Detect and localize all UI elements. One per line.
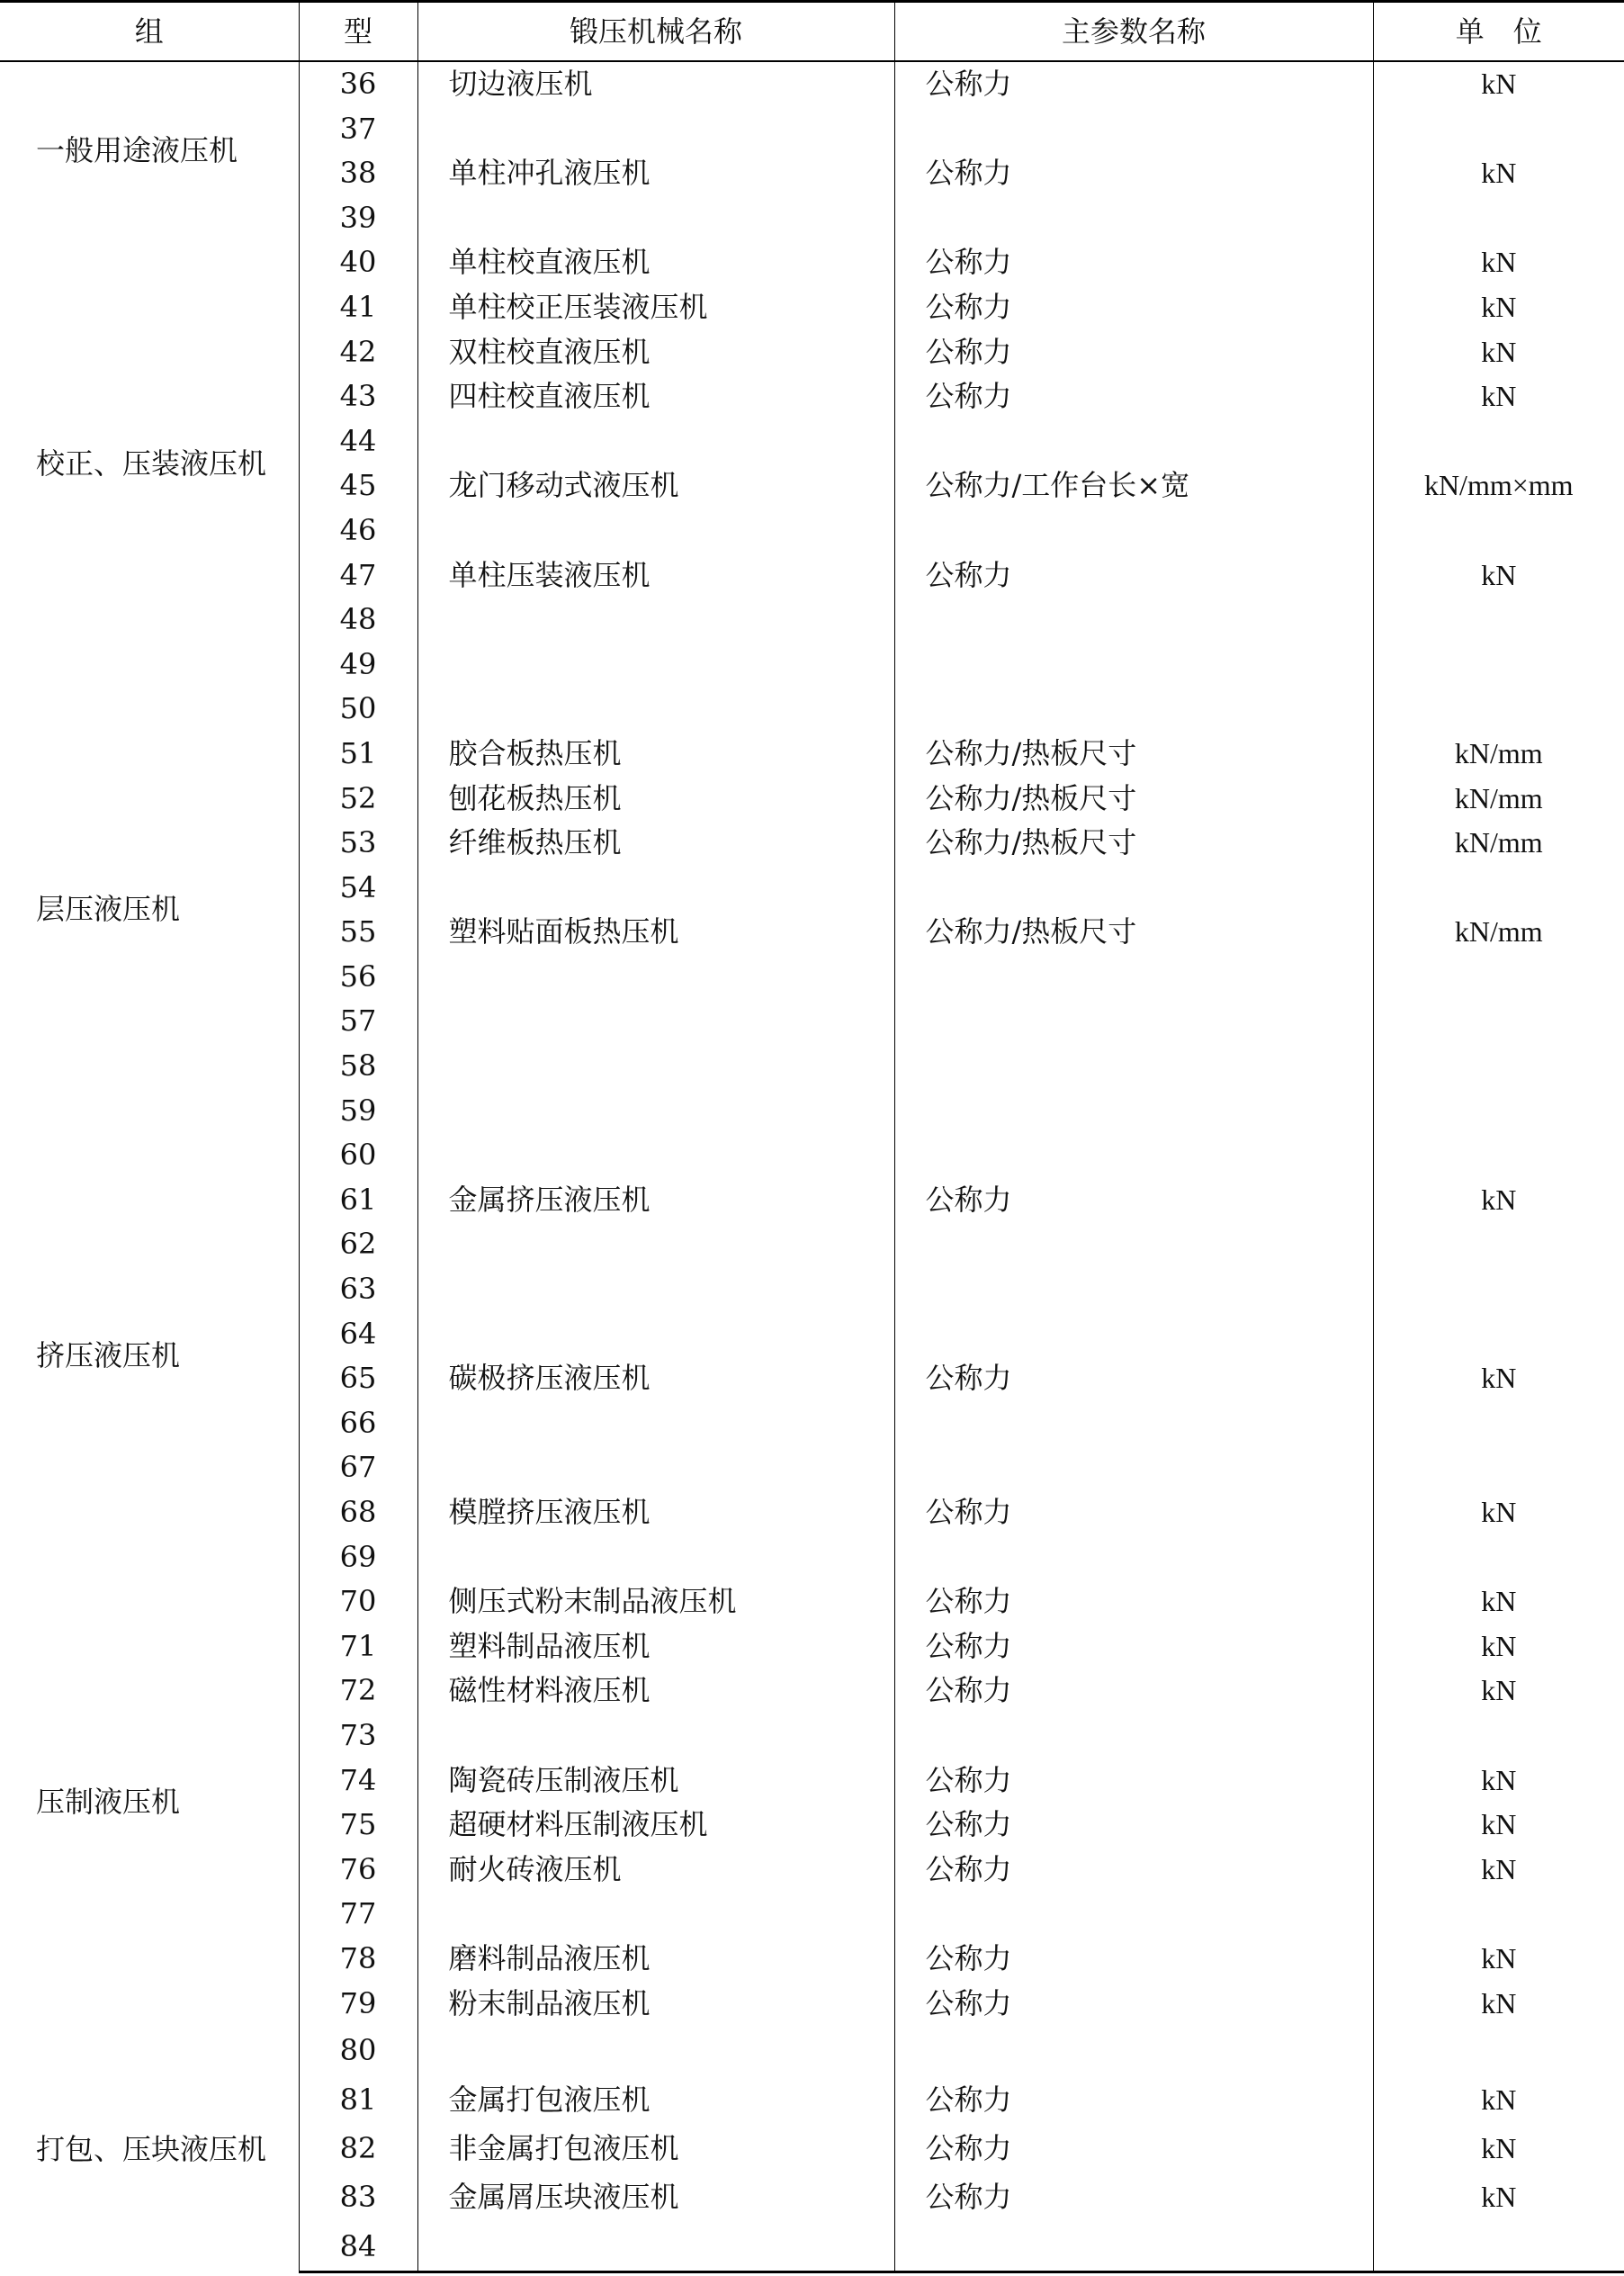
type-code-cell: 77: [299, 1892, 417, 1937]
main-parameter-cell: [894, 1267, 1373, 1312]
machine-name-cell: [417, 2222, 894, 2272]
type-code-cell: 82: [299, 2124, 417, 2173]
machine-name-cell: 金属挤压液压机: [417, 1178, 894, 1223]
machine-name-cell: [417, 1892, 894, 1937]
main-parameter-cell: [894, 1312, 1373, 1357]
unit-cell: kN: [1373, 2075, 1624, 2124]
type-code-cell: 71: [299, 1624, 417, 1669]
main-parameter-cell: 公称力: [894, 374, 1373, 419]
main-parameter-cell: 公称力: [894, 1982, 1373, 2027]
main-parameter-cell: 公称力: [894, 1803, 1373, 1848]
machine-name-cell: 单柱冲孔液压机: [417, 151, 894, 196]
machine-name-cell: 非金属打包液压机: [417, 2124, 894, 2173]
unit-cell: [1373, 1312, 1624, 1357]
main-parameter-cell: [894, 1089, 1373, 1134]
type-code-cell: 48: [299, 598, 417, 643]
type-code-cell: 60: [299, 1133, 417, 1178]
type-code-cell: 49: [299, 643, 417, 688]
unit-cell: kN/mm: [1373, 821, 1624, 866]
unit-cell: [1373, 196, 1624, 241]
machine-name-cell: [417, 1089, 894, 1134]
type-code-cell: 41: [299, 285, 417, 330]
type-code-cell: 67: [299, 1445, 417, 1490]
machine-name-cell: 塑料制品液压机: [417, 1624, 894, 1669]
table-header: [0, 2, 1624, 62]
machine-name-cell: [417, 999, 894, 1044]
machine-name-cell: 刨花板热压机: [417, 777, 894, 822]
type-code-cell: 45: [299, 463, 417, 508]
main-parameter-cell: [894, 1401, 1373, 1446]
machine-name-cell: [417, 1714, 894, 1759]
main-parameter-cell: [894, 196, 1373, 241]
type-code-cell: 72: [299, 1669, 417, 1714]
type-code-cell: 59: [299, 1089, 417, 1134]
main-parameter-cell: [894, 999, 1373, 1044]
unit-cell: kN: [1373, 1669, 1624, 1714]
unit-cell: kN: [1373, 1579, 1624, 1624]
main-parameter-cell: [894, 1892, 1373, 1937]
machine-name-cell: 侧压式粉末制品液压机: [417, 1579, 894, 1624]
main-parameter-cell: 公称力/热板尺寸: [894, 821, 1373, 866]
type-code-cell: 55: [299, 910, 417, 955]
machine-name-cell: [417, 508, 894, 553]
unit-cell: kN/mm: [1373, 732, 1624, 777]
main-parameter-cell: [894, 1535, 1373, 1580]
type-code-cell: 51: [299, 732, 417, 777]
main-parameter-cell: [894, 508, 1373, 553]
machine-name-cell: [417, 1401, 894, 1446]
unit-cell: [1373, 598, 1624, 643]
machine-name-cell: 陶瓷砖压制液压机: [417, 1759, 894, 1804]
machine-name-cell: [417, 1267, 894, 1312]
type-code-cell: 57: [299, 999, 417, 1044]
unit-cell: [1373, 419, 1624, 464]
main-parameter-cell: 公称力: [894, 1624, 1373, 1669]
main-parameter-cell: 公称力/热板尺寸: [894, 777, 1373, 822]
main-parameter-cell: 公称力: [894, 330, 1373, 375]
machine-name-cell: [417, 1312, 894, 1357]
type-code-cell: 36: [299, 61, 417, 107]
unit-cell: kN: [1373, 1759, 1624, 1804]
type-code-cell: 44: [299, 419, 417, 464]
main-parameter-cell: 公称力: [894, 2075, 1373, 2124]
type-code-cell: 68: [299, 1490, 417, 1535]
unit-cell: kN: [1373, 2124, 1624, 2173]
unit-cell: [1373, 2222, 1624, 2272]
unit-cell: kN: [1373, 374, 1624, 419]
unit-cell: [1373, 866, 1624, 911]
machine-name-cell: 超硬材料压制液压机: [417, 1803, 894, 1848]
main-parameter-cell: [894, 107, 1373, 152]
type-code-cell: 40: [299, 240, 417, 285]
machine-name-cell: 碳极挤压液压机: [417, 1356, 894, 1401]
table-row: [0, 61, 1624, 107]
machine-name-cell: [417, 1222, 894, 1267]
type-code-cell: 39: [299, 196, 417, 241]
main-parameter-cell: 公称力: [894, 151, 1373, 196]
group-name-cell: 一般用途液压机: [36, 133, 238, 168]
main-parameter-cell: 公称力: [894, 285, 1373, 330]
unit-cell: [1373, 643, 1624, 688]
type-code-cell: 53: [299, 821, 417, 866]
machine-name-cell: 模膛挤压液压机: [417, 1490, 894, 1535]
table-row: [0, 1579, 1624, 1624]
machine-name-cell: [417, 2026, 894, 2074]
type-code-cell: 50: [299, 687, 417, 732]
group-section: [0, 61, 1624, 240]
unit-cell: kN: [1373, 1848, 1624, 1893]
type-code-cell: 84: [299, 2222, 417, 2272]
main-parameter-cell: [894, 687, 1373, 732]
machine-name-cell: 金属打包液压机: [417, 2075, 894, 2124]
machine-name-cell: 胶合板热压机: [417, 732, 894, 777]
main-parameter-cell: [894, 2222, 1373, 2272]
unit-cell: kN: [1373, 240, 1624, 285]
type-code-cell: 74: [299, 1759, 417, 1804]
group-name-cell: 层压液压机: [36, 892, 181, 927]
main-parameter-cell: [894, 955, 1373, 1000]
machine-name-cell: 四柱校直液压机: [417, 374, 894, 419]
main-parameter-cell: [894, 598, 1373, 643]
main-parameter-cell: 公称力: [894, 2173, 1373, 2221]
type-code-cell: 61: [299, 1178, 417, 1223]
unit-cell: [1373, 687, 1624, 732]
main-parameter-cell: [894, 419, 1373, 464]
unit-cell: kN/mm: [1373, 910, 1624, 955]
unit-cell: kN/mm: [1373, 777, 1624, 822]
main-parameter-cell: 公称力: [894, 1356, 1373, 1401]
unit-cell: [1373, 107, 1624, 152]
unit-cell: kN: [1373, 1937, 1624, 1982]
main-parameter-cell: 公称力: [894, 1937, 1373, 1982]
main-parameter-cell: [894, 1714, 1373, 1759]
machine-name-cell: 龙门移动式液压机: [417, 463, 894, 508]
header-type: 型: [299, 2, 417, 62]
group-name-cell: 校正、压装液压机: [36, 445, 267, 481]
group-section: [0, 687, 1624, 1133]
type-code-cell: 73: [299, 1714, 417, 1759]
machine-name-cell: [417, 866, 894, 911]
type-code-cell: 69: [299, 1535, 417, 1580]
main-parameter-cell: [894, 1445, 1373, 1490]
type-code-cell: 52: [299, 777, 417, 822]
header-main-parameter: 主参数名称: [894, 2, 1373, 62]
machine-name-cell: 耐火砖液压机: [417, 1848, 894, 1893]
header-group: 组: [0, 2, 299, 62]
unit-cell: kN: [1373, 1178, 1624, 1223]
machine-name-cell: 金属屑压块液压机: [417, 2173, 894, 2221]
main-parameter-cell: 公称力: [894, 61, 1373, 107]
unit-cell: [1373, 1714, 1624, 1759]
main-parameter-cell: 公称力: [894, 240, 1373, 285]
machine-name-cell: [417, 1133, 894, 1178]
main-parameter-cell: [894, 1222, 1373, 1267]
group-section: [0, 2026, 1624, 2272]
machine-name-cell: 磁性材料液压机: [417, 1669, 894, 1714]
type-code-cell: 56: [299, 955, 417, 1000]
header-row: [0, 2, 1624, 62]
main-parameter-cell: [894, 866, 1373, 911]
unit-cell: [1373, 1222, 1624, 1267]
machine-name-cell: 单柱校直液压机: [417, 240, 894, 285]
unit-cell: [1373, 1401, 1624, 1446]
table-row: [0, 2026, 1624, 2074]
main-parameter-cell: 公称力/热板尺寸: [894, 732, 1373, 777]
unit-cell: [1373, 2026, 1624, 2074]
type-code-cell: 81: [299, 2075, 417, 2124]
type-code-cell: 75: [299, 1803, 417, 1848]
group-name-cell: 打包、压块液压机: [36, 2131, 267, 2166]
group-name-cell: 挤压液压机: [36, 1338, 181, 1373]
type-code-cell: 65: [299, 1356, 417, 1401]
main-parameter-cell: 公称力: [894, 1848, 1373, 1893]
machine-name-cell: [417, 419, 894, 464]
unit-cell: [1373, 955, 1624, 1000]
unit-cell: kN: [1373, 61, 1624, 107]
unit-cell: kN: [1373, 553, 1624, 598]
type-code-cell: 37: [299, 107, 417, 152]
type-code-cell: 38: [299, 151, 417, 196]
unit-cell: kN: [1373, 1624, 1624, 1669]
type-code-cell: 42: [299, 330, 417, 375]
unit-cell: [1373, 1535, 1624, 1580]
main-parameter-cell: 公称力: [894, 1759, 1373, 1804]
machine-name-cell: 磨料制品液压机: [417, 1937, 894, 1982]
unit-cell: kN: [1373, 1490, 1624, 1535]
unit-cell: kN: [1373, 1803, 1624, 1848]
type-code-cell: 43: [299, 374, 417, 419]
machine-name-cell: [417, 1044, 894, 1089]
main-parameter-cell: [894, 1044, 1373, 1089]
machine-name-cell: [417, 643, 894, 688]
type-code-cell: 80: [299, 2026, 417, 2074]
type-code-cell: 70: [299, 1579, 417, 1624]
machine-name-cell: [417, 955, 894, 1000]
main-parameter-cell: 公称力: [894, 1178, 1373, 1223]
table-row: [0, 240, 1624, 285]
unit-cell: [1373, 999, 1624, 1044]
machine-name-cell: [417, 1445, 894, 1490]
unit-cell: [1373, 1133, 1624, 1178]
unit-cell: kN: [1373, 2173, 1624, 2221]
unit-cell: [1373, 1044, 1624, 1089]
unit-cell: kN: [1373, 330, 1624, 375]
machine-name-cell: 塑料贴面板热压机: [417, 910, 894, 955]
unit-cell: kN: [1373, 1356, 1624, 1401]
main-parameter-cell: 公称力: [894, 1579, 1373, 1624]
type-code-cell: 83: [299, 2173, 417, 2221]
header-machine-name: 锻压机械名称: [417, 2, 894, 62]
machine-name-cell: 切边液压机: [417, 61, 894, 107]
main-parameter-cell: 公称力: [894, 1490, 1373, 1535]
machine-name-cell: [417, 1535, 894, 1580]
type-code-cell: 78: [299, 1937, 417, 1982]
type-code-cell: 46: [299, 508, 417, 553]
type-code-cell: 54: [299, 866, 417, 911]
unit-cell: [1373, 1445, 1624, 1490]
type-code-cell: 63: [299, 1267, 417, 1312]
unit-cell: kN: [1373, 1982, 1624, 2027]
type-code-cell: 62: [299, 1222, 417, 1267]
type-code-cell: 79: [299, 1982, 417, 2027]
machine-name-cell: 纤维板热压机: [417, 821, 894, 866]
main-parameter-cell: [894, 2026, 1373, 2074]
main-parameter-cell: 公称力/热板尺寸: [894, 910, 1373, 955]
type-code-cell: 66: [299, 1401, 417, 1446]
table-row: [0, 687, 1624, 732]
unit-cell: kN: [1373, 151, 1624, 196]
unit-cell: [1373, 508, 1624, 553]
main-parameter-cell: 公称力: [894, 553, 1373, 598]
header-unit: 单 位: [1373, 2, 1624, 62]
main-parameter-cell: 公称力: [894, 2124, 1373, 2173]
type-code-cell: 76: [299, 1848, 417, 1893]
main-parameter-cell: [894, 643, 1373, 688]
machine-name-cell: 双柱校直液压机: [417, 330, 894, 375]
type-code-cell: 58: [299, 1044, 417, 1089]
table-row: [0, 1133, 1624, 1178]
group-section: [0, 1579, 1624, 2026]
machine-name-cell: [417, 598, 894, 643]
type-code-cell: 47: [299, 553, 417, 598]
unit-cell: [1373, 1089, 1624, 1134]
type-code-cell: 64: [299, 1312, 417, 1357]
unit-cell: kN/mm×mm: [1373, 463, 1624, 508]
group-section: [0, 1133, 1624, 1579]
unit-cell: [1373, 1267, 1624, 1312]
machine-name-cell: [417, 687, 894, 732]
machine-name-cell: [417, 196, 894, 241]
machine-name-cell: [417, 107, 894, 152]
main-parameter-cell: [894, 1133, 1373, 1178]
machine-name-cell: 粉末制品液压机: [417, 1982, 894, 2027]
group-section: [0, 240, 1624, 687]
unit-cell: [1373, 1892, 1624, 1937]
machine-name-cell: 单柱压装液压机: [417, 553, 894, 598]
main-parameter-cell: 公称力: [894, 1669, 1373, 1714]
main-parameter-cell: 公称力/工作台长×宽: [894, 463, 1373, 508]
machine-name-cell: 单柱校正压装液压机: [417, 285, 894, 330]
unit-cell: kN: [1373, 285, 1624, 330]
group-name-cell: 压制液压机: [36, 1785, 181, 1820]
